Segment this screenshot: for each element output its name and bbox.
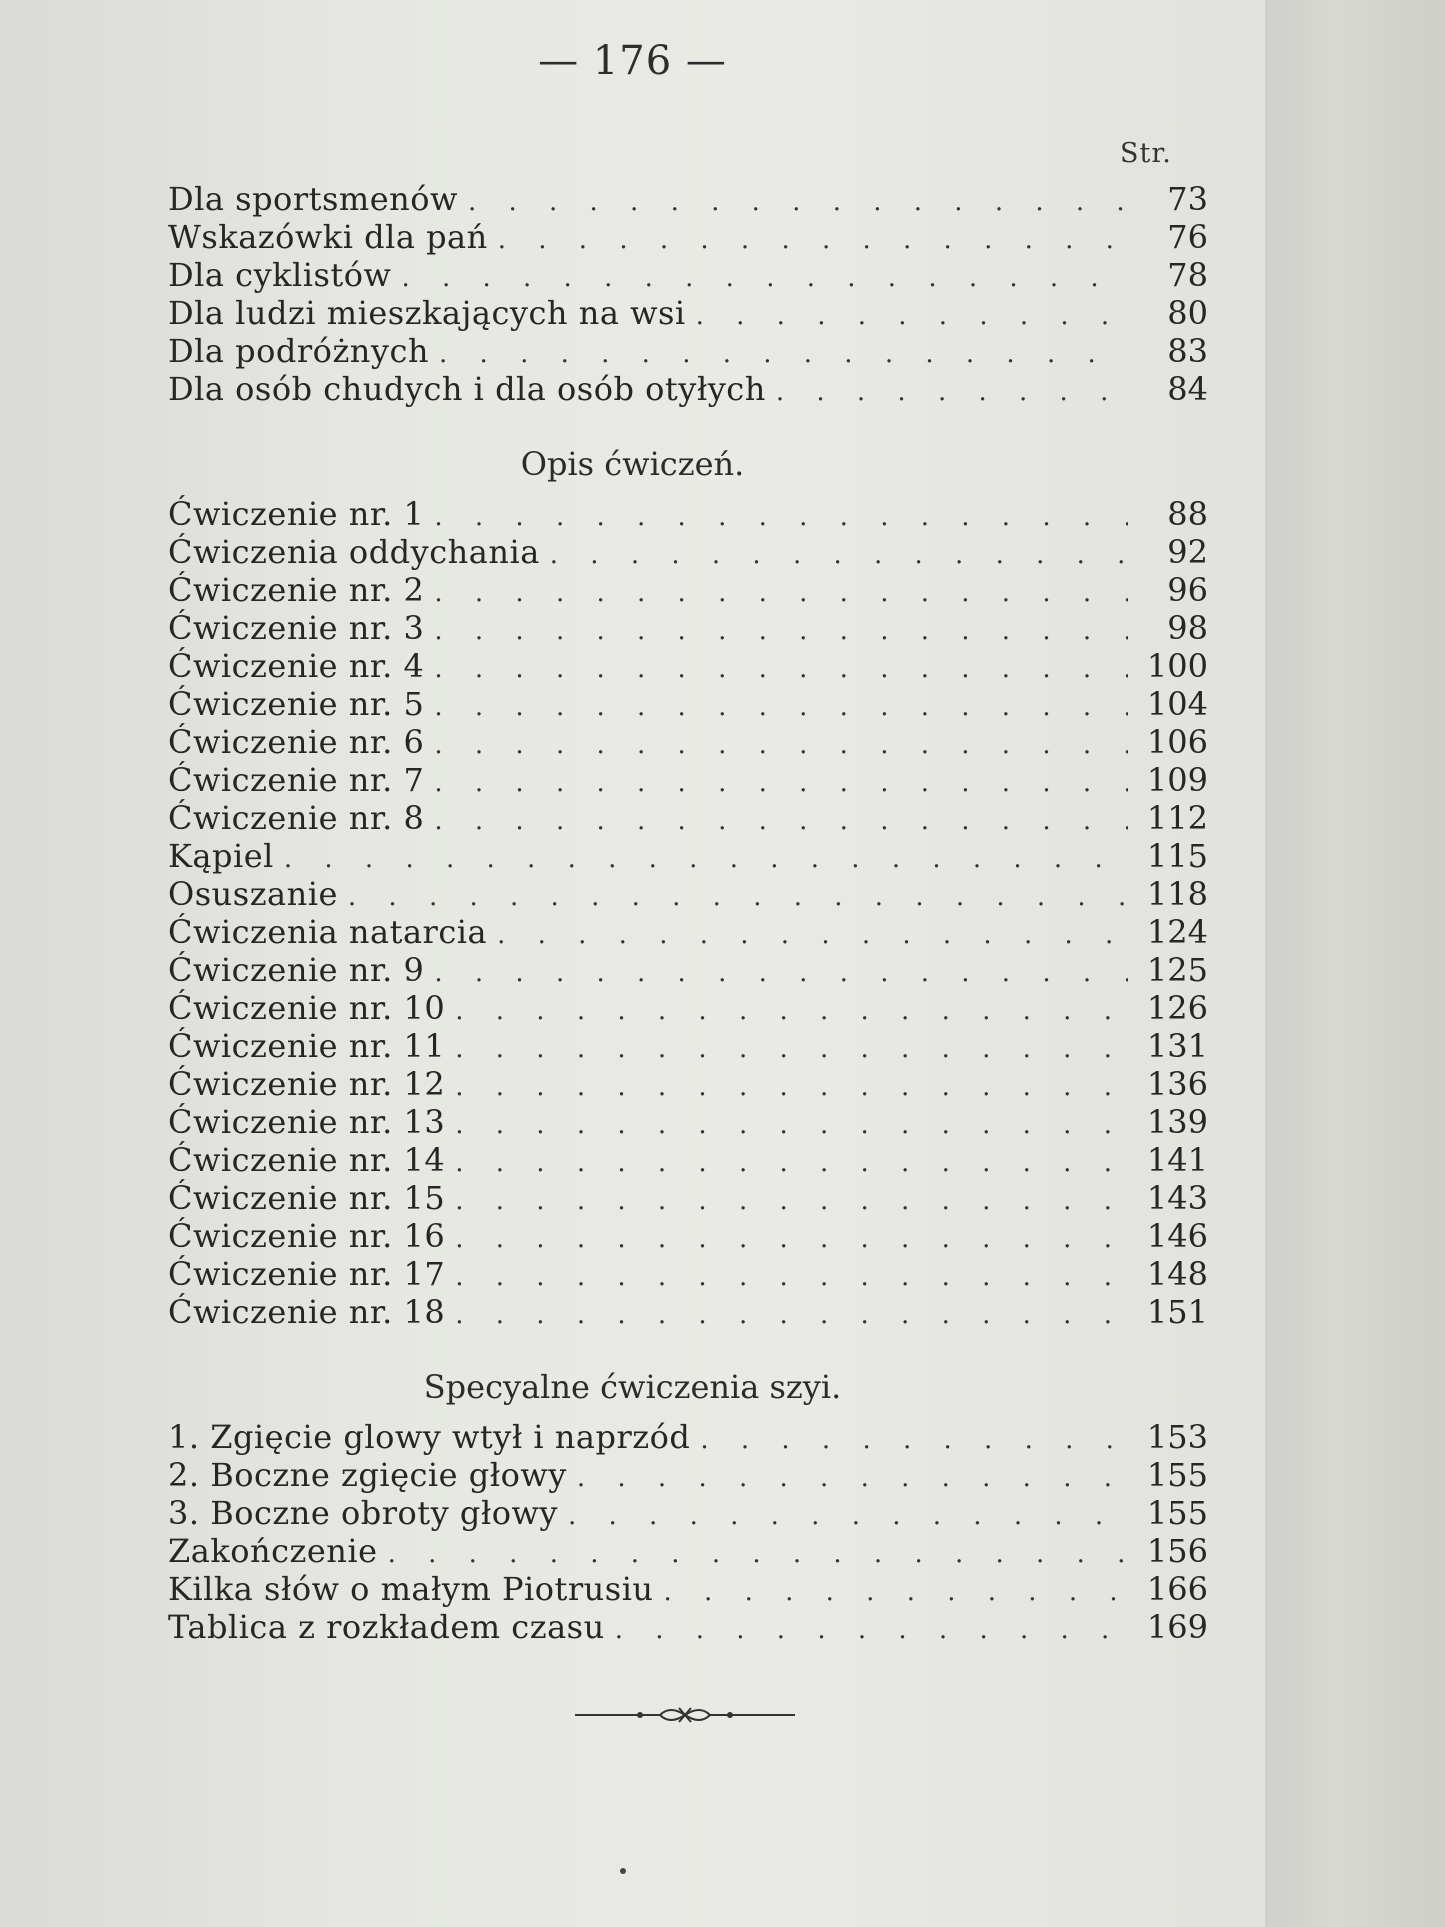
- toc-entry-label: 2. Boczne zgięcie głowy: [168, 1456, 567, 1494]
- toc-entry-page: 73: [1167, 180, 1208, 218]
- toc-entry-label: Osuszanie: [168, 875, 338, 913]
- toc-entry-label: Ćwiczenie nr. 6: [168, 723, 425, 761]
- toc-entry-label: Ćwiczenie nr. 15: [168, 1179, 446, 1217]
- toc-entry-label: Dla podróżnych: [168, 332, 430, 370]
- toc-entry: [168, 875, 1208, 913]
- toc-entry: [168, 1456, 1208, 1494]
- toc-entry-page: 92: [1167, 533, 1208, 571]
- toc-entry: [168, 571, 1208, 609]
- leader-dots: [776, 377, 1128, 407]
- toc-entry: [168, 1217, 1208, 1255]
- toc-entry-page: 112: [1146, 799, 1208, 837]
- toc-entry-label: Kilka słów o małym Piotrusiu: [168, 1570, 654, 1608]
- toc-entry: [168, 533, 1208, 571]
- leader-dots: [455, 996, 1128, 1026]
- toc-entry-page: 98: [1167, 609, 1208, 647]
- toc-entry-label: Ćwiczenie nr. 1: [168, 495, 425, 533]
- leader-dots: [455, 1034, 1128, 1064]
- leader-dots: [388, 1539, 1128, 1569]
- leader-dots: [348, 882, 1128, 912]
- toc-entry: [168, 1141, 1208, 1179]
- toc-entry: [168, 1494, 1208, 1532]
- toc-entry: [168, 495, 1208, 533]
- toc-entry: [168, 256, 1208, 294]
- toc-entry-page: 104: [1146, 685, 1208, 723]
- leader-dots: [455, 1262, 1128, 1292]
- toc-entry-page: 125: [1146, 951, 1208, 989]
- leader-dots: [696, 301, 1128, 331]
- leader-dots: [434, 502, 1128, 532]
- toc-entry-page: 84: [1167, 370, 1208, 408]
- leader-dots: [455, 1072, 1128, 1102]
- toc-entry-page: 78: [1167, 256, 1208, 294]
- leader-dots: [550, 540, 1128, 570]
- toc-entry-label: Tablica z rozkładem czasu: [168, 1608, 605, 1646]
- toc-entry-label: Ćwiczenie nr. 12: [168, 1065, 446, 1103]
- leader-dots: [455, 1300, 1128, 1330]
- toc-entry-label: Ćwiczenie nr. 4: [168, 647, 425, 685]
- toc-entry-label: Ćwiczenia oddychania: [168, 533, 540, 571]
- toc-entry: [168, 1065, 1208, 1103]
- toc-entry-page: 80: [1167, 294, 1208, 332]
- leader-dots: [434, 768, 1128, 798]
- leader-dots: [455, 1224, 1128, 1254]
- toc-section-3: [168, 1418, 1208, 1646]
- toc-entry: [168, 1293, 1208, 1331]
- toc-entry: [168, 723, 1208, 761]
- toc-entry-label: Ćwiczenie nr. 14: [168, 1141, 446, 1179]
- toc-entry-label: Wskazówki dla pań: [168, 218, 488, 256]
- toc-entry-page: 155: [1146, 1456, 1208, 1494]
- toc-entry-page: 139: [1146, 1103, 1208, 1141]
- toc-entry-label: Dla osób chudych i dla osób otyłych: [168, 370, 766, 408]
- toc-entry-page: 96: [1167, 571, 1208, 609]
- toc-entry-page: 88: [1167, 495, 1208, 533]
- toc-entry-page: 169: [1146, 1608, 1208, 1646]
- toc-entry: [168, 218, 1208, 256]
- leader-dots: [434, 616, 1128, 646]
- leader-dots: [615, 1615, 1128, 1645]
- toc-entry: [168, 1179, 1208, 1217]
- toc-entry-label: Kąpiel: [168, 837, 274, 875]
- leader-dots: [434, 692, 1128, 722]
- toc-entry-page: 115: [1146, 837, 1208, 875]
- leader-dots: [498, 225, 1128, 255]
- toc-entry-page: 151: [1146, 1293, 1208, 1331]
- toc-entry: [168, 1608, 1208, 1646]
- leader-dots: [434, 730, 1128, 760]
- toc-entry-label: Ćwiczenie nr. 17: [168, 1255, 446, 1293]
- toc-entry-label: Ćwiczenie nr. 7: [168, 761, 425, 799]
- leader-dots: [664, 1577, 1128, 1607]
- toc-entry: [168, 837, 1208, 875]
- toc-entry-page: 146: [1146, 1217, 1208, 1255]
- toc-entry: [168, 294, 1208, 332]
- toc-entry-label: 3. Boczne obroty głowy: [168, 1494, 558, 1532]
- toc-entry-label: Dla ludzi mieszkających na wsi: [168, 294, 686, 332]
- toc-entry-page: 76: [1167, 218, 1208, 256]
- adjacent-page-edge: [1265, 0, 1445, 1927]
- toc-entry: [168, 1255, 1208, 1293]
- leader-dots: [455, 1110, 1128, 1140]
- toc-entry-page: 124: [1146, 913, 1208, 951]
- toc-entry: [168, 370, 1208, 408]
- toc-entry-label: Dla sportsmenów: [168, 180, 458, 218]
- toc-entry: [168, 647, 1208, 685]
- toc-entry: [168, 1570, 1208, 1608]
- leader-dots: [434, 806, 1128, 836]
- leader-dots: [434, 654, 1128, 684]
- page-number: — 176 —: [538, 38, 727, 84]
- toc-entry-page: 148: [1146, 1255, 1208, 1293]
- leader-dots: [568, 1501, 1128, 1531]
- toc-entry-page: 106: [1146, 723, 1208, 761]
- toc-entry-page: 141: [1146, 1141, 1208, 1179]
- leader-dots: [468, 187, 1128, 217]
- toc-entry-label: Ćwiczenie nr. 5: [168, 685, 425, 723]
- toc-section-2: [168, 495, 1208, 1331]
- toc-entry-page: 166: [1146, 1570, 1208, 1608]
- toc-entry-label: Dla cyklistów: [168, 256, 392, 294]
- toc-entry-page: 155: [1146, 1494, 1208, 1532]
- toc-entry-page: 109: [1146, 761, 1208, 799]
- toc-entry-page: 126: [1146, 989, 1208, 1027]
- leader-dots: [577, 1463, 1128, 1493]
- section-title-neck-exercises: Specyalne ćwiczenia szyi.: [423, 1368, 842, 1406]
- toc-entry-label: Ćwiczenia natarcia: [168, 913, 488, 951]
- toc-entry-label: Ćwiczenie nr. 9: [168, 951, 425, 989]
- toc-entry-label: 1. Zgięcie glowy wtył i naprzód: [168, 1418, 691, 1456]
- toc-section-1: [168, 180, 1208, 408]
- toc-entry: [168, 180, 1208, 218]
- toc-entry-page: 136: [1146, 1065, 1208, 1103]
- leader-dots: [439, 339, 1128, 369]
- toc-entry: [168, 1027, 1208, 1065]
- toc-entry-label: Ćwiczenie nr. 13: [168, 1103, 446, 1141]
- toc-entry: [168, 989, 1208, 1027]
- toc-entry-page: 83: [1167, 332, 1208, 370]
- toc-entry: [168, 1418, 1208, 1456]
- toc-entry: [168, 1532, 1208, 1570]
- leader-dots: [434, 958, 1128, 988]
- leader-dots: [284, 844, 1128, 874]
- section-title-exercises: Opis ćwiczeń.: [520, 445, 745, 483]
- toc-entry-label: Ćwiczenie nr. 3: [168, 609, 425, 647]
- leader-dots: [455, 1186, 1128, 1216]
- toc-entry-page: 153: [1146, 1418, 1208, 1456]
- toc-entry-page: 156: [1146, 1532, 1208, 1570]
- toc-entry-label: Ćwiczenie nr. 16: [168, 1217, 446, 1255]
- leader-dots: [700, 1425, 1128, 1455]
- leader-dots: [434, 578, 1128, 608]
- leader-dots: [455, 1148, 1128, 1178]
- ornament-divider-icon: [575, 1700, 795, 1730]
- toc-entry-label: Ćwiczenie nr. 18: [168, 1293, 446, 1331]
- toc-entry: [168, 609, 1208, 647]
- leader-dots: [401, 263, 1128, 293]
- toc-entry-page: 118: [1146, 875, 1208, 913]
- toc-entry-label: Ćwiczenie nr. 2: [168, 571, 425, 609]
- toc-entry-page: 100: [1146, 647, 1208, 685]
- toc-entry: [168, 761, 1208, 799]
- page-column-header: Str.: [1120, 138, 1172, 169]
- toc-entry-label: Ćwiczenie nr. 10: [168, 989, 446, 1027]
- toc-entry: [168, 685, 1208, 723]
- toc-entry-label: Zakończenie: [168, 1532, 378, 1570]
- toc-entry: [168, 332, 1208, 370]
- leader-dots: [497, 920, 1128, 950]
- toc-entry-label: Ćwiczenie nr. 8: [168, 799, 425, 837]
- toc-entry-page: 131: [1146, 1027, 1208, 1065]
- toc-entry: [168, 799, 1208, 837]
- toc-entry-label: Ćwiczenie nr. 11: [168, 1027, 446, 1065]
- toc-entry-page: 143: [1146, 1179, 1208, 1217]
- toc-entry: [168, 1103, 1208, 1141]
- toc-entry: [168, 913, 1208, 951]
- toc-entry: [168, 951, 1208, 989]
- paper-speck: [620, 1868, 626, 1874]
